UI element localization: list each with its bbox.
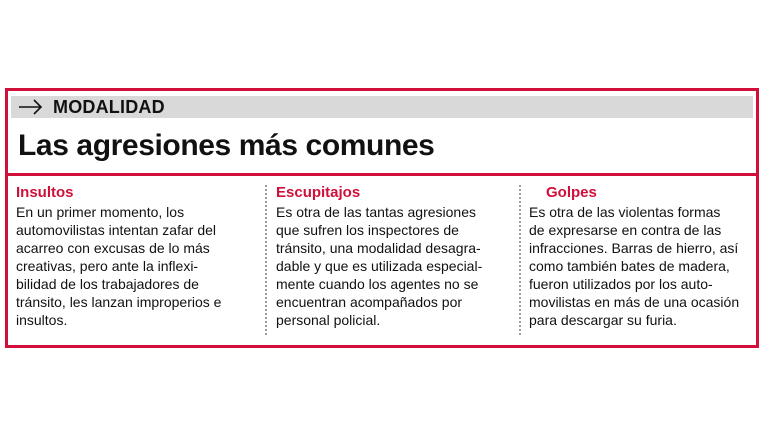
infobox-frame (5, 88, 759, 348)
column-golpes (529, 184, 764, 329)
column-title: Golpes (546, 184, 597, 201)
divider (8, 173, 756, 176)
page-title: Las agresiones más comunes (18, 129, 435, 162)
section-label: MODALIDAD (53, 97, 165, 117)
arrow-right-icon (18, 98, 44, 116)
column-escupitajos (276, 184, 511, 329)
column-separator (265, 185, 267, 335)
column-body: Es otra de las tantas agresiones que sufren los inspectores de tránsito, una modalidad desagra- dable y que es utilizada especial- mente cuando los agentes no se encuentran acompañados por personal policial. (276, 204, 483, 328)
column-separator (519, 185, 521, 335)
column-insultos (16, 184, 251, 329)
column-body: En un primer momento, los automovilistas intentan zafar del acarreo con excusas de lo más creativas, pero ante la inflexi- bilidad de los trabajadores de tránsito, les lanzan improperios e insultos. (16, 204, 222, 328)
column-title: Insultos (16, 184, 74, 201)
column-title: Escupitajos (276, 184, 361, 201)
section-header (11, 96, 753, 118)
column-body: Es otra de las violentas formas de expresarse en contra de las infracciones. Barras de hierro, así como también bates de madera, fueron utilizados por los auto- movilistas en más de una ocasión para descargar su furia. (529, 204, 740, 328)
